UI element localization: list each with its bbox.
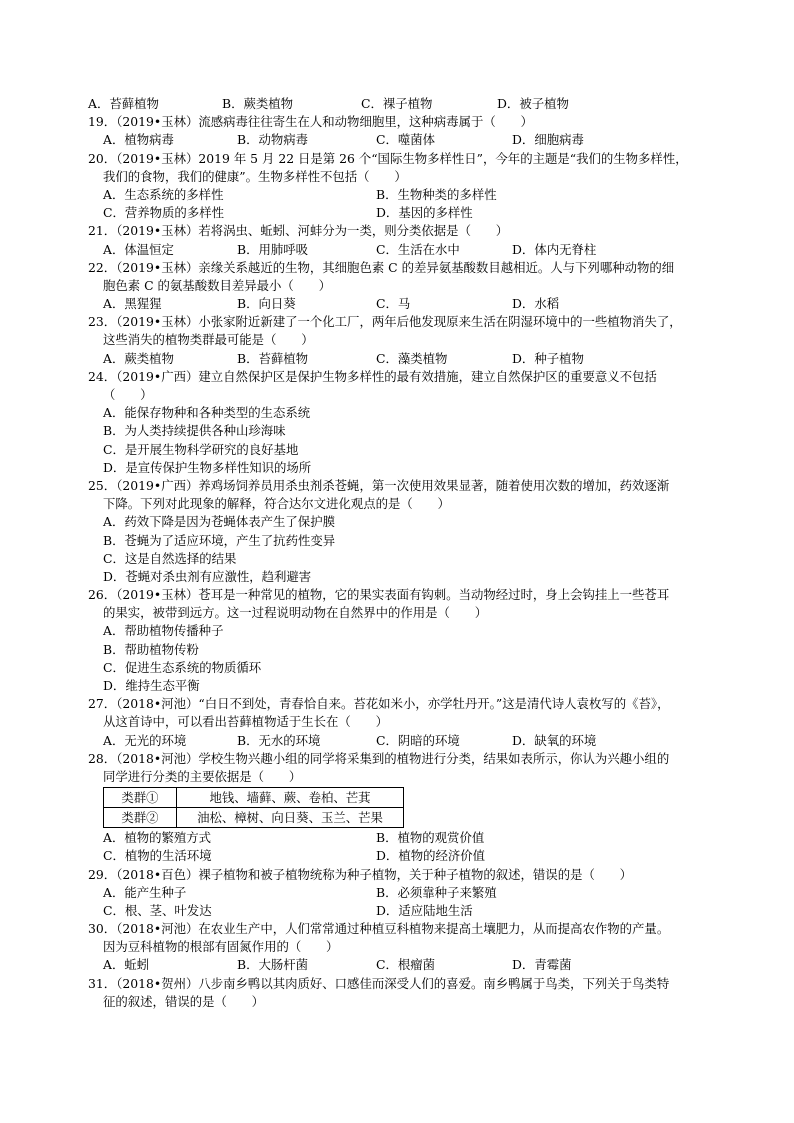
q28-option-a: A．植物的繁殖方式: [103, 830, 212, 846]
q25-option-d: D．苍蝇对杀虫剂有应激性，趋利避害: [103, 568, 312, 584]
q22-stem-line-2: 胞色素 C 的氨基酸数目差异最小（ ）: [103, 277, 331, 293]
q18-option-d: D．被子植物: [497, 96, 569, 111]
q28-stem-line-1: 28．（2018•河池）学校生物兴趣小组的同学将采集到的植物进行分类，结果如表所示，你认为兴趣小组的: [88, 750, 670, 766]
q29-options-row-1: [88, 884, 708, 902]
q24-option-b: B．为人类持续提供各种山珍海味: [103, 423, 286, 439]
q27-stem-line-1: 27．（2018•河池）“白日不到处，青春恰自来。苔花如米小，亦学牡丹开。”这是清代诗人袁枚写的《苔》，: [88, 696, 670, 712]
q19-option-b: B．动物病毒: [237, 132, 309, 148]
q29-options-row-2: [88, 902, 708, 920]
q30-option-b: B．大肠杆菌: [237, 957, 309, 973]
q31-stem-line-2: 征的叙述，错误的是（ ）: [103, 993, 265, 1009]
q26-option-a: A．帮助植物传播种子: [103, 623, 224, 639]
q25-option-b: B．苍蝇为了适应环境，产生了抗药性变异: [103, 532, 336, 548]
table-row: [104, 808, 404, 828]
q27-options: [88, 732, 708, 750]
q23-options: [88, 350, 708, 368]
q21-option-b: B．用肺呼吸: [237, 241, 309, 257]
q26-stem-line-1: 26．（2019•玉林）苍耳是一种常见的植物，它的果实表面有钩刺。当动物经过时，身上会钩挂上一些苍耳: [88, 587, 670, 603]
q25-option-a: A．药效下降是因为苍蝇体表产生了保护膜: [103, 514, 335, 530]
q20-options-row-1: [88, 186, 708, 204]
q28-options-row-2: [88, 847, 708, 865]
q22-option-c: C．马: [376, 296, 411, 312]
q20-option-d: D．基因的多样性: [376, 205, 473, 221]
q19-option-a: A．植物病毒: [103, 132, 174, 148]
q21-option-a: A．体温恒定: [103, 241, 174, 257]
q30-option-a: A．蚯蚓: [103, 957, 150, 973]
q28-group-2-label: 类群②: [104, 808, 177, 828]
q28-group-1-label: 类群①: [104, 788, 177, 808]
q24-option-a: A．能保存物种和各种类型的生态系统: [103, 405, 311, 421]
q23-option-d: D．种子植物: [512, 350, 584, 366]
q28-group-2-plants: 油松、樟树、向日葵、玉兰、芒果: [177, 808, 404, 828]
q29-option-d: D．适应陆地生活: [376, 902, 473, 918]
q28-stem-line-2: 同学进行分类的主要依据是（ ）: [103, 768, 302, 784]
q27-option-d: D．缺氧的环境: [512, 732, 597, 748]
q30-stem-line-2: 因为豆科植物的根部有固氮作用的（ ）: [103, 939, 339, 955]
q22-stem-line-1: 22．（2019•玉林）亲缘关系越近的生物，其细胞色素 C 的差异氨基酸数目越相近。人与下列哪种动物的细: [88, 259, 675, 275]
q29-option-a: A．能产生种子: [103, 884, 187, 900]
q18-option-c: C．裸子植物: [361, 96, 433, 111]
q26-stem-line-2: 的果实，被带到远方。这一过程说明动物在自然界中的作用是（ ）: [103, 605, 488, 621]
q27-option-c: C．阴暗的环境: [376, 732, 460, 748]
q22-option-b: B．向日葵: [237, 296, 296, 312]
q28-option-b: B．植物的观赏价值: [376, 830, 485, 846]
q20-option-c: C．营养物质的多样性: [103, 205, 224, 221]
q26-option-c: C．促进生态系统的物质循环: [103, 659, 262, 675]
q20-stem-line-1: 20．（2019•玉林）2019 年 5 月 22 日是第 26 个“国际生物多样性日”，今年的主题是“我们的生物多样性，: [88, 150, 688, 166]
q20-option-b: B．生物种类的多样性: [376, 186, 497, 202]
q24-stem-line-2: （ ）: [103, 387, 153, 402]
q29-option-b: B．必须靠种子来繁殖: [376, 884, 497, 900]
q26-option-b: B．帮助植物传粉: [103, 641, 199, 657]
q23-stem-line-2: 这些消失的植物类群最可能是（ ）: [103, 332, 314, 348]
q19-option-c: C．噬菌体: [376, 132, 436, 148]
q23-option-c: C．藻类植物: [376, 350, 448, 366]
q24-option-d: D．是宣传保护生物多样性知识的场所: [103, 459, 312, 475]
q28-options-row-1: [88, 829, 708, 847]
q27-option-a: A．无光的环境: [103, 732, 187, 748]
q19-option-d: D．细胞病毒: [512, 132, 584, 148]
q21-options: [88, 241, 708, 259]
q18-options: [88, 95, 708, 113]
q28-option-d: D．植物的经济价值: [376, 848, 486, 864]
q25-stem-line-1: 25．（2019•广西）养鸡场饲养员用杀虫剂杀苍蝇，第一次使用效果显著，随着使用次数的增加，药效逐渐: [88, 477, 670, 493]
q22-option-d: D．水稻: [512, 296, 560, 312]
q20-options-row-2: [88, 204, 708, 222]
q29-stem: 29．（2018•百色）裸子植物和被子植物统称为种子植物，关于种子植物的叙述，错误的是（ ）: [88, 866, 633, 882]
exam-page: [88, 95, 708, 1011]
q28-group-1-plants: 地钱、墙藓、蕨、卷柏、芒萁: [177, 788, 404, 808]
q19-options: [88, 131, 708, 149]
q29-option-c: C．根、茎、叶发达: [103, 902, 212, 918]
q18-option-a: A．苔藓植物: [88, 96, 159, 111]
q19-stem: 19．（2019•玉林）流感病毒往往寄生在人和动物细胞里，这种病毒属于（ ）: [88, 114, 533, 130]
q25-option-c: C．这是自然选择的结果: [103, 550, 237, 566]
q30-option-c: C．根瘤菌: [376, 957, 436, 973]
table-row: [104, 788, 404, 808]
q28-option-c: C．植物的生活环境: [103, 848, 212, 864]
q21-stem: 21．（2019•玉林）若将涡虫、蚯蚓、河蚌分为一类，则分类依据是（ ）: [88, 223, 509, 239]
q18-option-b: B．蕨类植物: [222, 96, 294, 111]
q22-options: [88, 295, 708, 313]
q30-option-d: D．青霉菌: [512, 957, 572, 973]
q27-stem-line-2: 从这首诗中，可以看出苔藓植物适于生长在（ ）: [103, 714, 388, 730]
q24-stem-line-1: 24．（2019•广西）建立自然保护区是保护生物多样性的最有效措施，建立自然保护区的重要意义不包括: [88, 368, 657, 384]
q26-option-d: D．维持生态平衡: [103, 678, 200, 693]
q28-classification-table: [103, 787, 404, 828]
q23-option-b: B．苔藓植物: [237, 350, 309, 366]
q30-options: [88, 956, 708, 974]
q20-stem-line-2: 我们的食物，我们的健康”。生物多样性不包括（ ）: [103, 168, 407, 184]
q23-stem-line-1: 23．（2019•玉林）小张家附近新建了一个化工厂，两年后他发现原来生活在阴湿环境中的一些植物消失了，: [88, 314, 682, 330]
q20-option-a: A．生态系统的多样性: [103, 186, 224, 202]
q22-option-a: A．黑猩猩: [103, 296, 162, 312]
q25-stem-line-2: 下降。下列对此现象的解释，符合达尔文进化观点的是（ ）: [103, 496, 450, 512]
q30-stem-line-1: 30．（2018•河池）在农业生产中，人们常常通过种植豆科植物来提高土壤肥力，从而提高农作物的产量。: [88, 921, 670, 937]
q27-option-b: B．无水的环境: [237, 732, 321, 748]
q24-option-c: C．是开展生物科学研究的良好基地: [103, 441, 299, 457]
q21-option-c: C．生活在水中: [376, 241, 460, 257]
q23-option-a: A．蕨类植物: [103, 350, 174, 366]
q21-option-d: D．体内无脊柱: [512, 241, 597, 257]
q31-stem-line-1: 31．（2018•贺州）八步南乡鸭以其肉质好、口感佳而深受人们的喜爱。南乡鸭属于鸟类，下列关于鸟类特: [88, 975, 670, 991]
